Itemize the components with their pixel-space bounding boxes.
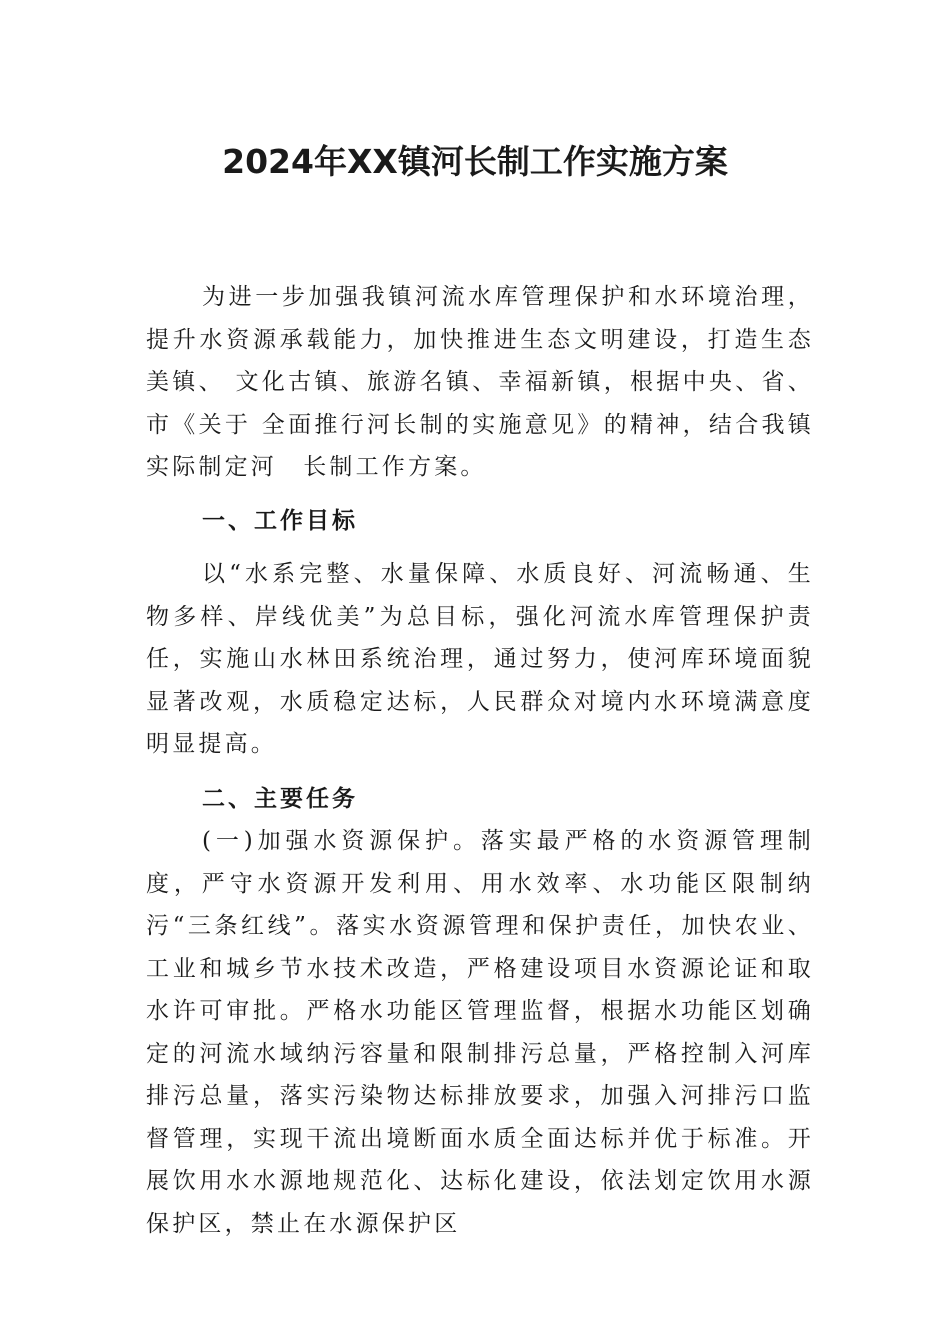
section-paragraph-tasks: (一)加强水资源保护。落实最严格的水资源管理制度，严守水资源开发利用、用水效率、水功能区限制纳污“三条红线”。落实水资源管理和保护责任，加快农业、工业和城乡节水技术改造，严格建设项目水资源论证和取水许可审批。严格水功能区管理监督，根据水功能区划确定的河流水域纳污容量和限制排污总量，严格控制入河库排污总量，落实污染物达标排放要求，加强入河排污口监督管理，实现干流出境断面水质全面达标并优于标准。开展饮用水水源地规范化、达标化建设，依法划定饮用水源保护区，禁止在水源保护区 — [146, 828, 814, 1237]
section-paragraph-goals: 以“水系完整、水量保障、水质良好、河流畅通、生物多样、岸线优美”为总目标，强化河流水库管理保护责任，实施山水林田系统治理，通过努力，使河库环境面貌显著改观，水质稳定达标，人民群众对境内水环境满意度明显提高。 — [146, 561, 814, 757]
section-heading-tasks: 二、主要任务 — [202, 785, 358, 812]
section-heading-goals: 一、工作目标 — [202, 507, 358, 534]
intro-paragraph: 为进一步加强我镇河流水库管理保护和水环境治理，提升水资源承载能力，加快推进生态文明建设，打造生态美镇、 文化古镇、旅游名镇、幸福新镇，根据中央、省、市《关于 全面推行河长制的实施意见》的精神，结合我镇实际制定河 长制工作方案。 — [146, 284, 814, 480]
spacer — [146, 766, 814, 778]
spacer — [146, 542, 814, 553]
document-title: 2024年XX镇河长制工作实施方案 — [222, 142, 728, 181]
spacer — [146, 489, 814, 500]
document-body — [146, 276, 814, 1245]
